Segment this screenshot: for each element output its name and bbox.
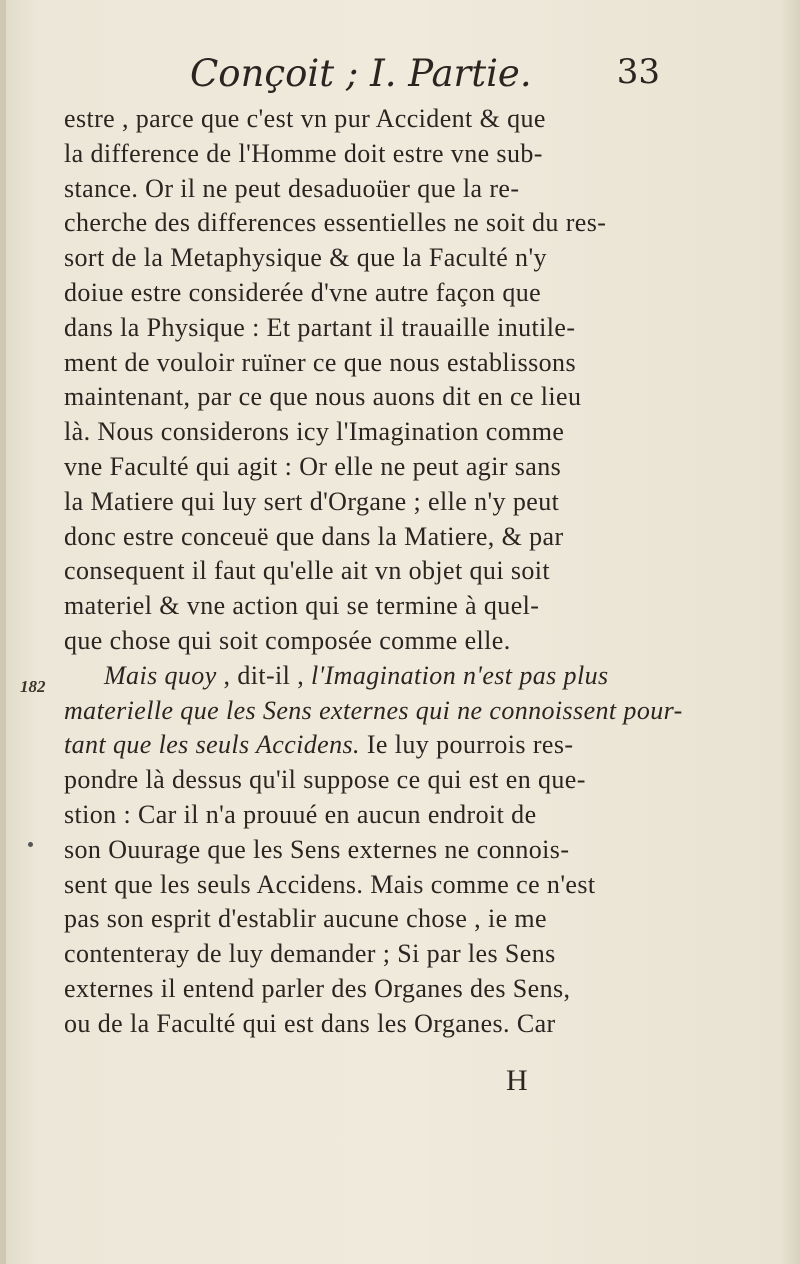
roman-run: Ie luy pourrois res- — [359, 730, 574, 760]
margin-note: 182 — [20, 677, 46, 696]
text-line: materiel & vne action qui se termine à quel- — [64, 591, 540, 621]
text-line: donc estre conceuë que dans la Matiere, & par — [64, 521, 564, 551]
text-line: estre , parce que c'est vn pur Accident & que — [64, 104, 546, 133]
text-line: sent que les seuls Accidens. Mais comme ce n'est — [64, 869, 596, 899]
italic-run: tant que les seuls Accidens. — [64, 730, 360, 760]
text-line: ou de la Faculté qui est dans les Organes. Car — [64, 1008, 556, 1038]
running-title: Conçoit ; I. Partie. — [190, 52, 532, 95]
text-line: ment de vouloir ruïner ce que nous establissons — [64, 347, 576, 377]
text-line: la difference de l'Homme doit estre vne sub- — [64, 138, 543, 168]
text-line — [64, 659, 649, 694]
text-line: cherche des differences essentielles ne soit du res- — [64, 208, 607, 238]
italic-run: Mais quoy — [104, 660, 217, 690]
text-line — [64, 728, 649, 763]
italic-run: l'Imagination n'est pas plus — [311, 660, 609, 690]
text-line: maintenant, par ce que nous auons dit en ce lieu — [64, 382, 582, 412]
running-header — [190, 52, 660, 98]
roman-run: , dit-il , — [216, 660, 311, 690]
text-line: stion : Car il n'a prouué en aucun endroit de — [64, 799, 537, 829]
text-line: materielle que les Sens externes qui ne connoissent pour- — [64, 695, 683, 725]
page-edge — [0, 0, 6, 1264]
text-line: pas son esprit d'establir aucune chose , ie me — [64, 904, 547, 934]
text-line: doiue estre considerée d'vne autre façon que — [64, 277, 542, 307]
text-line: vne Faculté qui agit : Or elle ne peut agir sans — [64, 451, 562, 481]
ink-dot — [28, 842, 33, 847]
text-line: que chose qui soit composée comme elle. — [64, 625, 511, 655]
text-line: sort de la Metaphysique & que la Faculté n'y — [64, 243, 547, 273]
page-number: 33 — [616, 52, 660, 92]
text-line: stance. Or il ne peut desaduoüer que la re- — [64, 173, 520, 203]
text-line: là. Nous considerons icy l'Imagination comme — [64, 417, 565, 447]
text-line: pondre là dessus qu'il suppose ce qui est en que- — [64, 765, 586, 795]
text-line: consequent il faut qu'elle ait vn objet qui soit — [64, 556, 551, 586]
text-line: son Ouurage que les Sens externes ne connois- — [64, 834, 570, 864]
signature-mark: H — [506, 1064, 528, 1097]
body-text — [64, 102, 683, 1042]
text-line: contenteray de luy demander ; Si par les Sens — [64, 939, 556, 969]
text-line: la Matiere qui luy sert d'Organe ; elle n'y peut — [64, 486, 560, 516]
text-line: externes il entend parler des Organes des Sens, — [64, 973, 571, 1003]
text-line: dans la Physique : Et partant il trauaille inutile- — [64, 312, 576, 342]
